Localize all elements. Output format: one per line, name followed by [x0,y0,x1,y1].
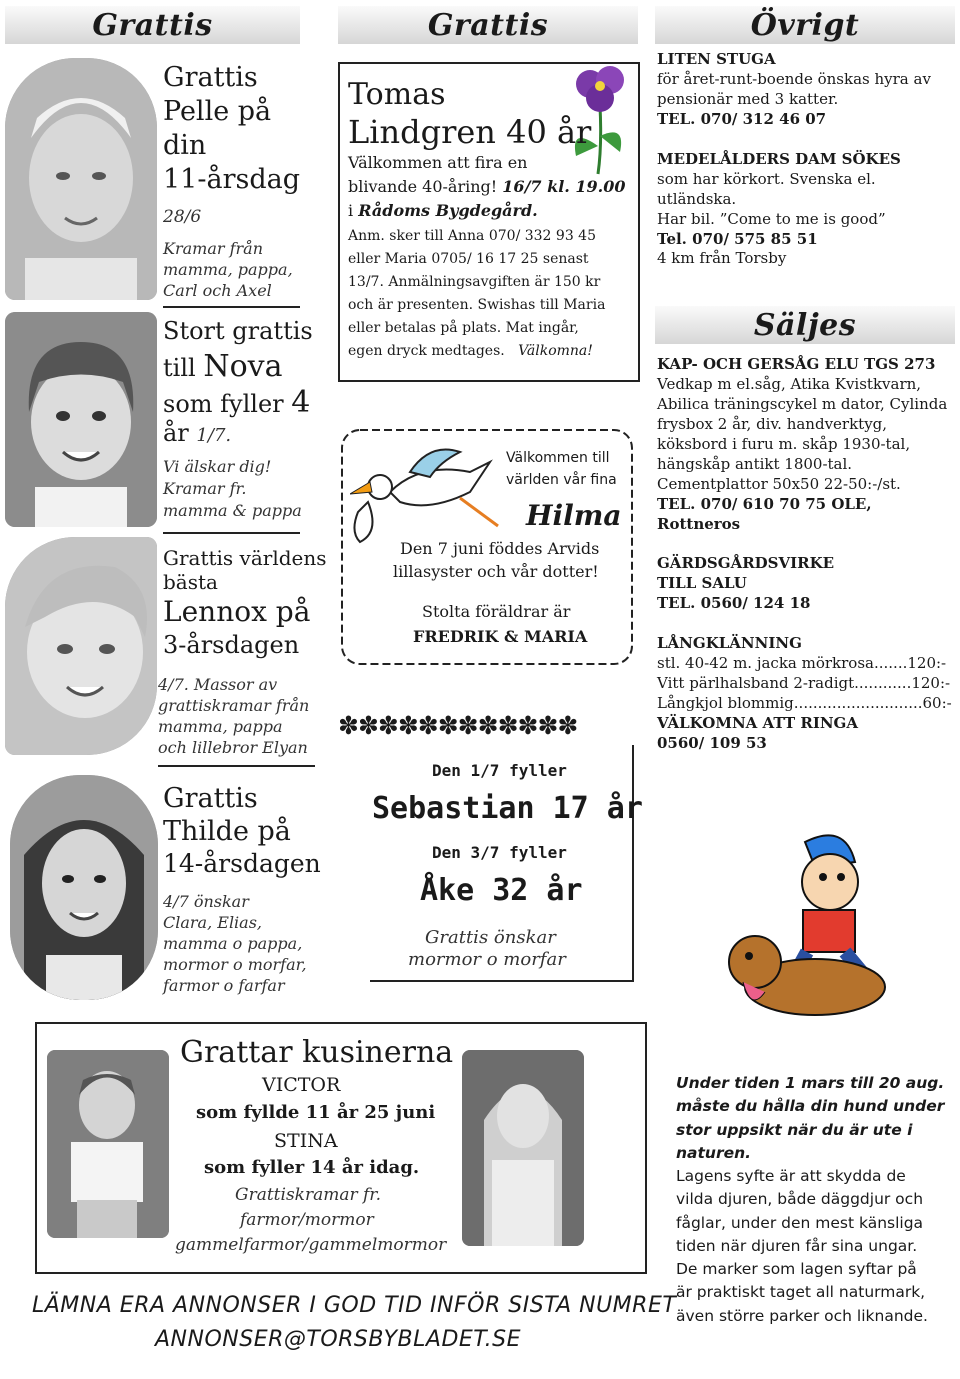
ad-text: som har körkort. Svenska el. utländska. [657,169,876,208]
ad-title: LITEN STUGA [657,50,776,68]
notice-text: fåglar, under den mest känsliga [676,1213,924,1232]
thilde-line1: Grattis [163,783,258,814]
hilma-born1: Den 7 juni föddes Arvids [400,539,600,558]
nova-msg1: Vi älskar dig! [163,457,272,476]
ad-title: KAP- OCH GERSÅG ELU TGS 273 [657,355,936,373]
notice-text: Lagens syfte är att skydda de [676,1167,906,1185]
photo-lennox [5,537,157,755]
thilde-msg4: mormor o morfar, [163,955,307,974]
ad-text: för året-runt-boende önskas hyra av [657,69,931,88]
kusinerna-name2: STINA [274,1130,338,1152]
pelle-from2: mamma, pappa, [163,260,293,279]
divider [163,532,300,534]
lennox-line4: 3-årsdagen [163,631,300,659]
kusinerna-l5: gammelfarmor/gammelmormor [175,1235,447,1255]
ad-text: hängskåp antikt 1800-tal. [657,454,853,473]
header-grattis-center: Grattis [338,6,638,44]
ad-text: Abilica träningscykel m dator, Cylinda [657,394,948,413]
notice-bold: naturen. [676,1143,752,1162]
notice-text: även större parker och liknande. [676,1306,928,1325]
pelle-date: 28/6 [163,207,202,227]
kusinerna-name1: VICTOR [262,1074,341,1096]
pelle-line3: din [163,130,207,161]
hilma-welcome1: Välkommen till [506,450,610,466]
photo-thilde [10,775,158,1000]
thilde-msg2: Clara, Elias, [163,913,263,932]
ad-phone: 0560/ 109 53 [657,733,767,752]
tomas-t9: egen dryck medtages. Välkomna! [348,343,593,359]
tomas-t7: och är presenten. Swishas till Maria [348,297,606,313]
ad-title: LÅNGKLÄNNING [657,634,802,653]
boy-and-dog-illustration [695,822,920,1032]
ad-text: Cementplattor 50x50 22-50:-/st. [657,474,901,493]
hilma-born2: lillasyster och vår dotter! [393,562,599,581]
hilma-proud: Stolta föräldrar är [422,602,571,621]
birthday-l6: mormor o morfar [408,949,566,970]
kusinerna-l1: som fyllde 11 år 25 juni [196,1102,436,1123]
tomas-t2: blivande 40-åring! 16/7 kl. 19.00 [348,177,626,196]
ad-text: köksbord i furu m. skåp 1930-tal, [657,434,911,453]
header-grattis-left: Grattis [5,6,300,44]
hilma-welcome2: världen vår fina [506,472,617,488]
thilde-line3: 14-årsdagen [163,849,321,878]
lennox-msg2: grattiskramar från [158,696,310,715]
thilde-msg1: 4/7 önskar [163,892,249,911]
ad-phone: TEL. 070/ 610 70 75 OLE, Rottneros [657,494,872,533]
birthday-l2: Sebastian 17 år [372,791,643,826]
ad-text: Har bil. ”Come to me is good” [657,209,886,228]
lennox-line3: Lennox på [163,595,311,628]
nova-msg2: Kramar fr. [163,479,247,498]
thilde-line2: Thilde på [163,816,291,847]
hilma-parents: FREDRIK & MARIA [413,627,588,646]
nova-line1: Stort grattis [163,317,313,345]
notice-text: De marker som lagen syftar på [676,1260,917,1278]
footer-email: ANNONSER@TORSBYBLADET.SE [155,1327,521,1352]
kusinerna-title: Grattar kusinerna [180,1035,454,1070]
lennox-line2: bästa [163,570,218,594]
pelle-line1: Grattis [163,62,258,93]
nova-line3: som fyller 4 [163,385,311,420]
notice-bold: måste du hålla din hund under [676,1097,945,1116]
ovrigt-section [657,50,957,269]
ad-phone: TEL. 0560/ 124 18 [657,594,811,613]
ad-text: Långkjol blommig...........................60:- [657,694,952,713]
divider [163,306,300,308]
nova-line4: år 1/7. [163,419,232,447]
ad-text: 4 km från Torsby [657,249,787,268]
ad-text: Vedkap m el.såg, Atika Kvistkvarn, [657,374,922,393]
tomas-t1: Välkommen att fira en [348,153,528,172]
photo-stina [462,1050,584,1246]
ad-title: MEDELÅLDERS DAM SÖKES [657,149,901,168]
dog-notice [676,1072,956,1328]
thilde-msg5: farmor o farfar [163,976,285,995]
tomas-t3: i Rådoms Bygdegård. [348,201,538,220]
ad-phone: Tel. 070/ 575 85 51 [657,229,818,248]
pelle-line4: 11-årsdag [163,164,301,195]
tomas-t8: eller betalas på plats. Mat ingår, [348,320,579,336]
saljes-section [657,355,957,754]
birthday-l3: Den 3/7 fyller [432,843,567,862]
notice-text: tiden när djuren får sina ungar. [676,1236,918,1255]
lennox-msg4: och lillebror Elyan [158,738,308,757]
ad-text: stl. 40-42 m. jacka mörkrosa.......120:- [657,654,947,673]
ad-text: VÄLKOMNA ATT RINGA [657,714,859,732]
birthday-l4: Åke 32 år [420,873,583,908]
birthday-l5: Grattis önskar [425,927,556,948]
tomas-line1: Tomas [348,77,446,112]
tomas-line2: Lindgren 40 år [348,113,592,151]
tomas-t6: 13/7. Anmälningsavgiften är 150 kr [348,274,601,290]
header-saljes: Säljes [655,306,955,344]
lennox-msg1: 4/7. Massor av [158,675,278,694]
stars-row: ✽✽✽✽✽✽✽✽✽✽✽✽ [338,711,578,740]
photo-nova [5,312,157,527]
kusinerna-l4: farmor/mormor [240,1210,374,1230]
tomas-t4: Anm. sker till Anna 070/ 332 93 45 [348,228,596,244]
hilma-name: Hilma [526,499,622,532]
ad-title: TILL SALU [657,574,747,593]
notice-text: är praktiskt taget all naturmark, [676,1283,926,1302]
kusinerna-l3: Grattiskramar fr. [235,1185,381,1205]
birthday-l1: Den 1/7 fyller [432,761,567,780]
ad-title: GÄRDSGÅRDSVIRKE [657,554,835,573]
notice-bold: stor uppsikt när du är ute i [676,1120,913,1139]
nova-line2: till Nova [163,349,283,384]
lennox-msg3: mamma, pappa [158,717,283,736]
ad-phone: TEL. 070/ 312 46 07 [657,109,827,128]
lennox-line1: Grattis världens [163,546,327,570]
thilde-msg3: mamma o pappa, [163,934,303,953]
ad-text: frysbox 2 år, div. handverktyg, [657,414,888,433]
header-ovrigt: Övrigt [655,6,955,44]
photo-victor [47,1050,169,1238]
footer-line1: LÄMNA ERA ANNONSER I GOD TID INFÖR SISTA NUMRET [32,1293,677,1318]
pelle-line2: Pelle på [163,96,272,127]
photo-pelle [5,58,157,300]
notice-bold: Under tiden 1 mars till 20 aug. [676,1074,945,1092]
kusinerna-l2: som fyller 14 år idag. [204,1157,420,1178]
nova-msg3: mamma & pappa [163,501,302,520]
notice-text: vilda djuren, både däggdjur och [676,1190,924,1209]
pelle-from3: Carl och Axel [163,281,272,300]
ad-text: Vitt pärlhalsband 2-radigt............120:- [657,674,951,693]
pelle-from1: Kramar från [163,239,263,258]
divider [158,765,315,767]
ad-text: pensionär med 3 katter. [657,89,839,108]
tomas-t5: eller Maria 0705/ 16 17 25 senast [348,251,589,267]
